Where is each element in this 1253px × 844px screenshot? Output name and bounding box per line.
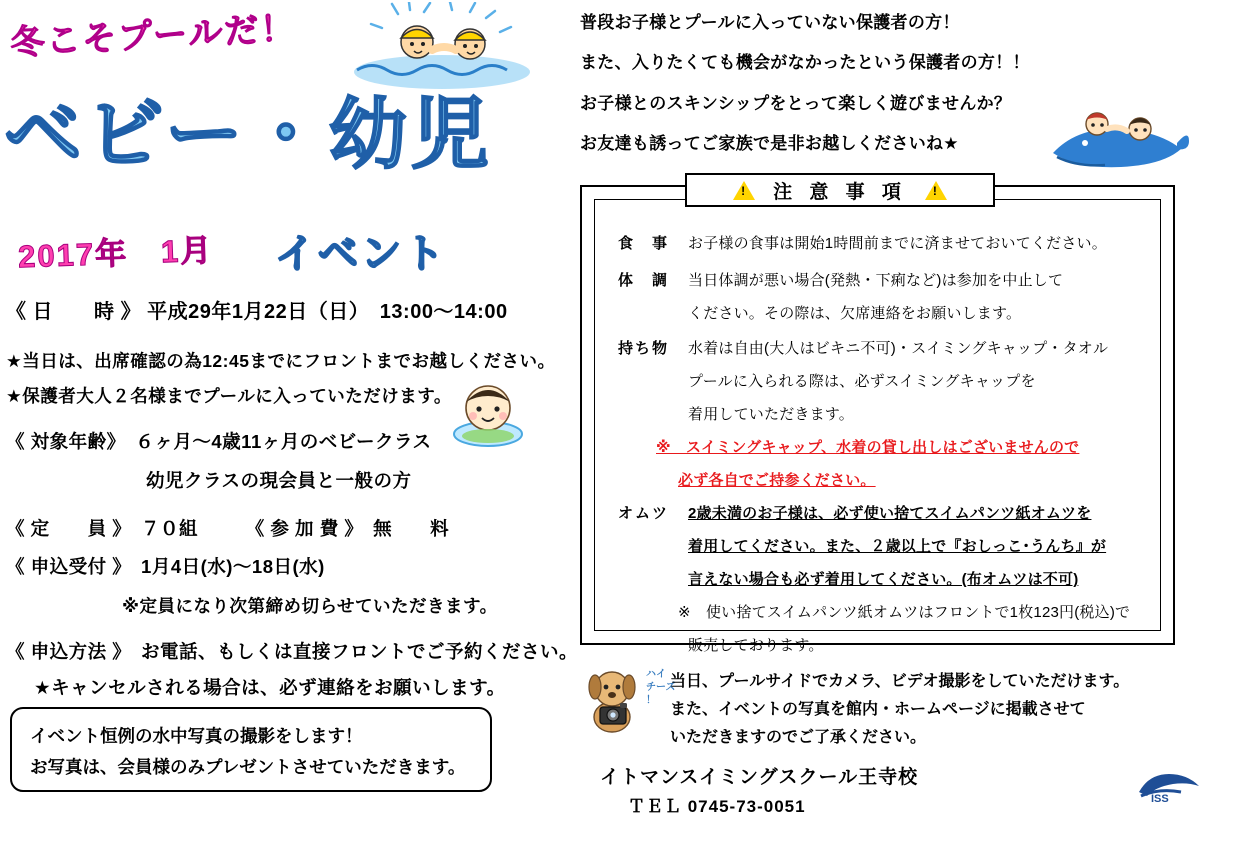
photo-notice-line-1: イベント恒例の水中写真の撮影をします！ [30,726,363,746]
line-date: 《 日 時 》 平成29年1月22日（日） 13:00〜14:00 [6,301,508,323]
footer-line-1: 当日、プールサイドでカメラ、ビデオ撮影をしていただけます。 [670,673,1130,690]
line-age-2: 幼児クラスの現会員と一般の方 [146,470,412,491]
swimmers-illustration [352,2,532,92]
line-guardian: ★保護者大人２名様までプールに入っていただけます。 [6,386,452,406]
notice-text-belongings-1: 水着は自由(大人はビキニ不可)・スイミングキャップ・タオル [688,340,1109,357]
notice-title: 注 意 事 項 [773,181,907,203]
notice-text-diaper-2: 着用してください。また、２歳以上で『おしっこ･うんち』が [688,538,1107,555]
warning-icon [733,181,755,200]
line-capacity-note: ※定員になり次第締め切らせていただきます。 [122,596,498,616]
main-headline: ベビー・幼児 [4,90,493,178]
notice-label-condition: 体 調 [618,272,670,289]
line-cancel-note: ★キャンセルされる場合は、必ず連絡をお願いします。 [34,677,506,698]
notice-text-belongings-2: プールに入られる際は、必ずスイミングキャップを [688,373,1036,390]
whale-illustration [1045,105,1190,177]
notice-text-diaper-4: ※ 使い捨てスイムパンツ紙オムツはフロントで1枚123円(税込)で [678,604,1131,621]
line-application-method: 《 申込方法 》 お電話、もしくは直接フロントでご予約ください。 [6,641,579,662]
year-headline: 2017年 1月 [17,232,214,275]
footer-line-3: いただきますのでご了承ください。 [670,729,927,746]
left-column [0,0,579,844]
winter-headline: 冬こそプールだ！ [9,9,298,63]
line-application-period: 《 申込受付 》 1月4日(水)〜18日(水) [6,556,325,577]
warning-icon [925,181,947,200]
notice-text-meal-1: お子様の食事は開始1時間前までに済ませておいてください。 [688,235,1107,252]
notice-text-diaper-5: 販売しております。 [688,637,824,654]
notice-text-belongings-3: 着用していただきます。 [688,406,855,423]
notice-label-belongings: 持ち物 [618,340,670,357]
notice-text-belongings-warning-2: 必ず各自でご持参ください。 [678,472,876,489]
photo-notice-line-2: お写真は、会員様のみプレゼントさせていただきます。 [30,757,466,777]
right-column [560,0,1253,844]
svg-text:ISS: ISS [1151,793,1169,804]
school-name: イトマンスイミングスクール王寺校 [600,767,919,788]
notice-text-belongings-warning-1: ※ スイミングキャップ、水着の貸し出しはございませんので [656,439,1080,456]
notice-label-diaper: オムツ [618,505,670,522]
dog-speech-bubble: ハイ チーズ ！ [646,669,676,706]
school-telephone: ＴＥＬ 0745-73-0051 [628,797,806,816]
line-capacity-fee: 《 定 員 》 ７０組 《 参 加 費 》 無 料 [6,518,450,539]
iss-logo [1135,762,1207,804]
notice-text-condition-1: 当日体調が悪い場合(発熱・下痢など)は参加を中止して [688,272,1064,289]
line-age-1: 《 対象年齢》 ６ヶ月〜4歳11ヶ月のベビークラス [6,431,432,452]
photo-notice-box [10,707,492,792]
intro-line-1: 普段お子様とプールに入っていない保護者の方！ [580,13,960,32]
notice-text-condition-2: ください。その際は、欠席連絡をお願いします。 [688,305,1022,322]
notice-box-inner-border [594,199,1161,631]
intro-line-4: お友達も誘ってご家族で是非お越しくださいね★ [580,134,959,153]
line-arrival: ★当日は、出席確認の為12:45までにフロントまでお越しください。 [6,351,556,371]
dog-photographer-illustration [582,663,650,735]
notice-header [685,173,995,207]
intro-line-3: お子様とのスキンシップをとって楽しく遊びませんか？ [580,94,1012,113]
intro-line-2: また、入りたくても機会がなかったという保護者の方！！ [580,53,1030,72]
event-headline: イベント [275,232,447,276]
notice-label-meal: 食 事 [618,235,670,252]
notice-text-diaper-3: 言えない場合も必ず着用してください。(布オムツは不可) [688,571,1079,588]
footer-line-2: また、イベントの写真を館内・ホームページに掲載させて [670,701,1086,718]
baby-float-illustration [442,378,534,450]
notice-text-diaper-1: 2歳未満のお子様は、必ず使い捨てスイムパンツ紙オムツを [688,505,1092,522]
